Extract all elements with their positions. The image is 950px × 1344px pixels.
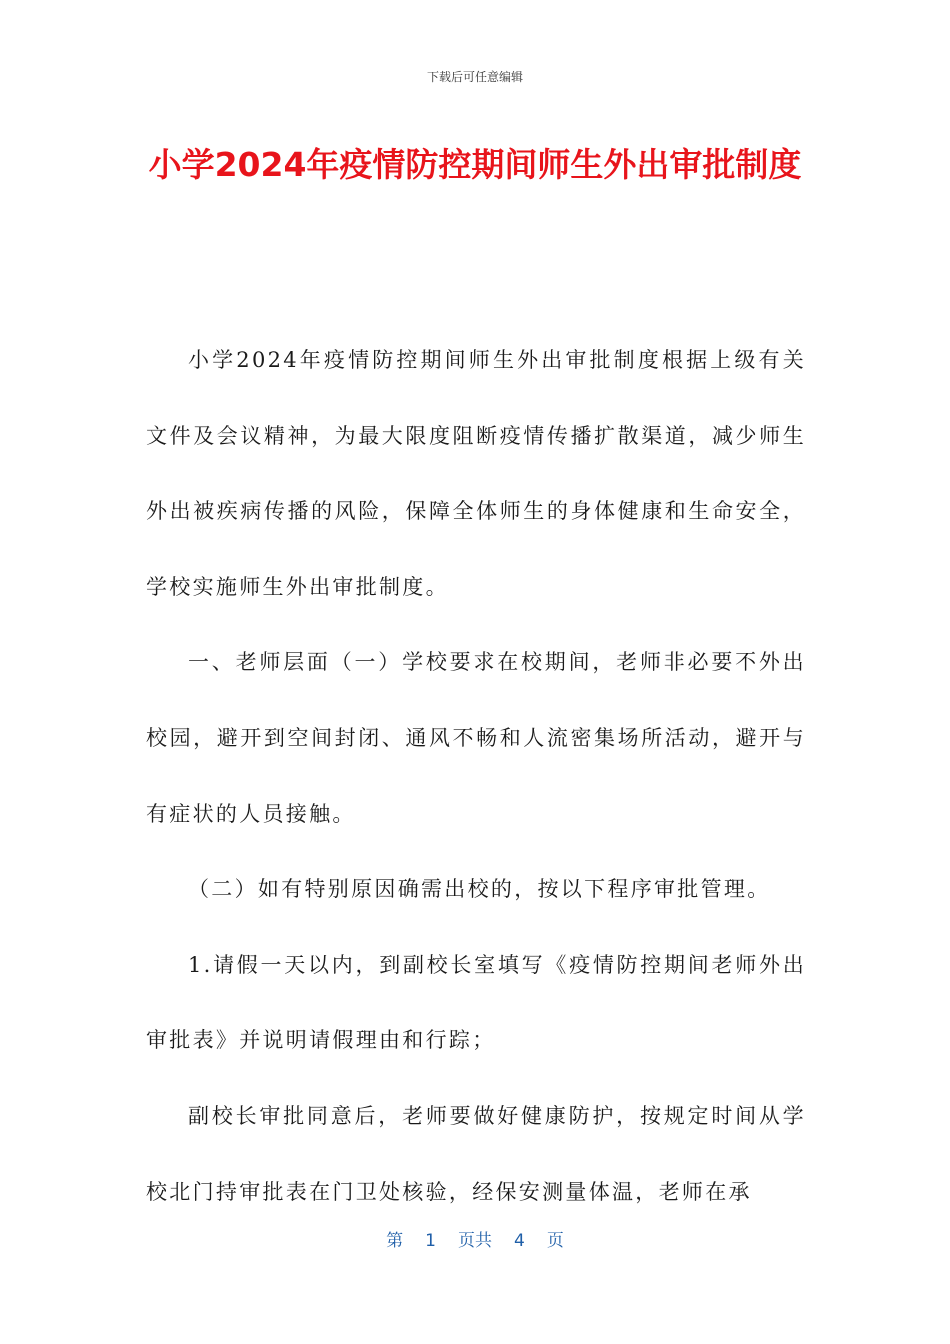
paragraph: 1.请假一天以内，到副校长室填写《疫情防控期间老师外出审批表》并说明请假理由和行踪； (146, 952, 806, 1053)
page-footer (0, 1226, 950, 1251)
footer-suffix: 页 (546, 1231, 564, 1251)
document-title: 小学2024年疫情防控期间师生外出审批制度 (148, 145, 802, 184)
footer-middle: 页共 (458, 1231, 492, 1251)
paragraph: 小学2024年疫情防控期间师生外出审批制度根据上级有关文件及会议精神，为最大限度阻断疫情传播扩散渠道，减少师生外出被疾病传播的风险，保障全体师生的身体健康和生命安全，学校实施师生外出审批制度。 (146, 348, 806, 599)
footer-prefix: 第 (386, 1231, 404, 1251)
paragraph: 一、老师层面（一）学校要求在校期间，老师非必要不外出校园，避开到空间封闭、通风不畅和人流密集场所活动，避开与有症状的人员接触。 (146, 650, 806, 826)
footer-total-pages: 4 (514, 1231, 525, 1251)
document-body (146, 323, 806, 1230)
footer-current-page: 1 (425, 1231, 436, 1251)
page-header-note: 下载后可任意编辑 (426, 70, 523, 84)
paragraph: 副校长审批同意后，老师要做好健康防护，按规定时间从学校北门持审批表在门卫处核验，经保安测量体温，老师在承 (146, 1103, 806, 1204)
paragraph: （二）如有特别原因确需出校的，按以下程序审批管理。 (188, 877, 771, 902)
